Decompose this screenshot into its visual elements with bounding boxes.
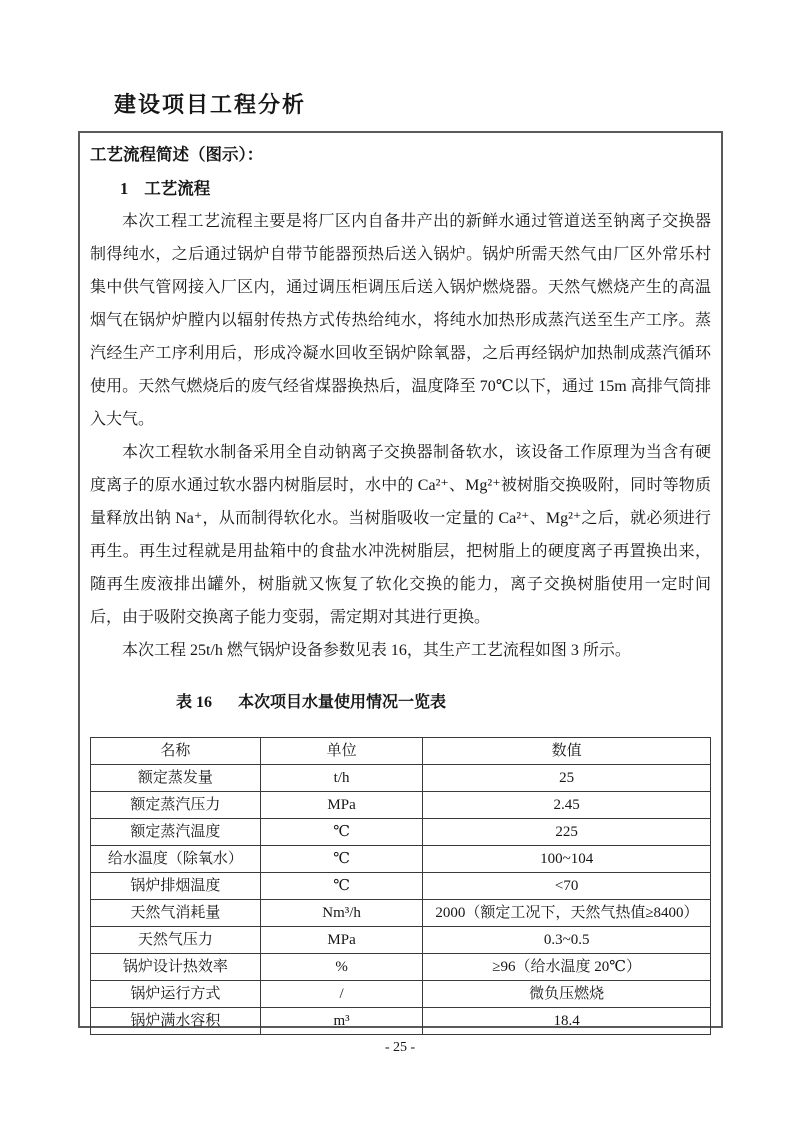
param-name-cell: 锅炉设计热效率 [91,954,261,981]
content-box [78,131,723,1028]
param-name-cell: 额定蒸发量 [91,765,261,792]
table-row [91,792,711,819]
param-unit-cell: / [260,981,422,1008]
table-row [91,954,711,981]
param-unit-cell: m³ [260,1008,422,1035]
param-unit-cell: MPa [260,927,422,954]
param-value-cell: 0.3~0.5 [423,927,711,954]
param-value-cell: 225 [423,819,711,846]
paragraph-soft-water: 本次工程软水制备采用全自动钠离子交换器制备软水，该设备工作原理为当含有硬度离子的原水通过软水器内树脂层时，水中的 Ca²⁺、Mg²⁺被树脂交换吸附，同时等物质量释放出钠 Na⁺，从而制得软化水。当树脂吸收一定量的 Ca²⁺、Mg²⁺之后，就必须进行再生。再生过程就是用盐箱中的食盐水冲洗树脂层，把树脂上的硬度离子再置换出来，随再生废液排出罐外，树脂就又恢复了软化交换的能力，离子交换树脂使用一定时间后，由于吸附交换离子能力变弱，需定期对其进行更换。 [90,444,711,626]
paragraph-process-flow: 本次工程工艺流程主要是将厂区内自备井产出的新鲜水通过管道送至钠离子交换器制得纯水，之后通过锅炉自带节能器预热后送入锅炉。锅炉所需天然气由厂区外常乐村集中供气管网接入厂区内，通过调压柜调压后送入锅炉燃烧器。天然气燃烧产生的高温烟气在锅炉炉膛内以辐射传热方式传热给纯水，将纯水加热形成蒸汽送至生产工序。蒸汽经生产工序利用后，形成冷凝水回收至锅炉除氧器，之后再经锅炉加热制成蒸汽循环使用。天然气燃烧后的废气经省煤器换热后，温度降至 70℃以下，通过 15m 高排气筒排入大气。 [90,213,711,428]
table-caption-label: 表 16 [176,694,213,711]
param-value-cell: 18.4 [423,1008,711,1035]
table-row [91,846,711,873]
param-unit-cell: ℃ [260,819,422,846]
param-value-cell: 100~104 [423,846,711,873]
boiler-parameters-table [90,737,711,1035]
param-name-cell: 天然气压力 [91,927,261,954]
table-header-row [91,738,711,765]
table-caption [176,691,711,715]
param-name-cell: 额定蒸汽压力 [91,792,261,819]
param-name-cell: 锅炉满水容积 [91,1008,261,1035]
param-value-cell: 25 [423,765,711,792]
sub-heading-text: 工艺流程 [144,179,211,198]
param-name-cell: 锅炉运行方式 [91,981,261,1008]
table-row [91,765,711,792]
param-unit-cell: t/h [260,765,422,792]
param-unit-cell: Nm³/h [260,900,422,927]
column-header-value: 数值 [423,738,711,765]
table-row [91,927,711,954]
param-value-cell: 2.45 [423,792,711,819]
page-title: 建设项目工程分析 [114,92,307,117]
param-unit-cell: ℃ [260,873,422,900]
param-unit-cell: ℃ [260,846,422,873]
param-unit-cell: % [260,954,422,981]
param-value-cell: 2000（额定工况下，天然气热值≥8400） [423,900,711,927]
table-row [91,981,711,1008]
param-name-cell: 给水温度（除氧水） [91,846,261,873]
param-name-cell: 锅炉排烟温度 [91,873,261,900]
table-row [91,900,711,927]
param-unit-cell: MPa [260,792,422,819]
paragraph-table-reference: 本次工程 25t/h 燃气锅炉设备参数见表 16，其生产工艺流程如图 3 所示。 [122,642,631,659]
page-number: - 25 - [384,1040,416,1055]
table-row [91,819,711,846]
param-name-cell: 天然气消耗量 [91,900,261,927]
column-header-unit: 单位 [260,738,422,765]
param-value-cell: ≥96（给水温度 20℃） [423,954,711,981]
param-value-cell: 微负压燃烧 [423,981,711,1008]
sub-heading-number: 1 [120,179,129,198]
column-header-name: 名称 [91,738,261,765]
section-heading: 工艺流程简述（图示）： [90,146,264,164]
table-row [91,873,711,900]
table-row [91,1008,711,1035]
param-name-cell: 额定蒸汽温度 [91,819,261,846]
param-value-cell: <70 [423,873,711,900]
sub-heading [90,172,711,205]
table-caption-title: 本次项目水量使用情况一览表 [238,694,447,711]
